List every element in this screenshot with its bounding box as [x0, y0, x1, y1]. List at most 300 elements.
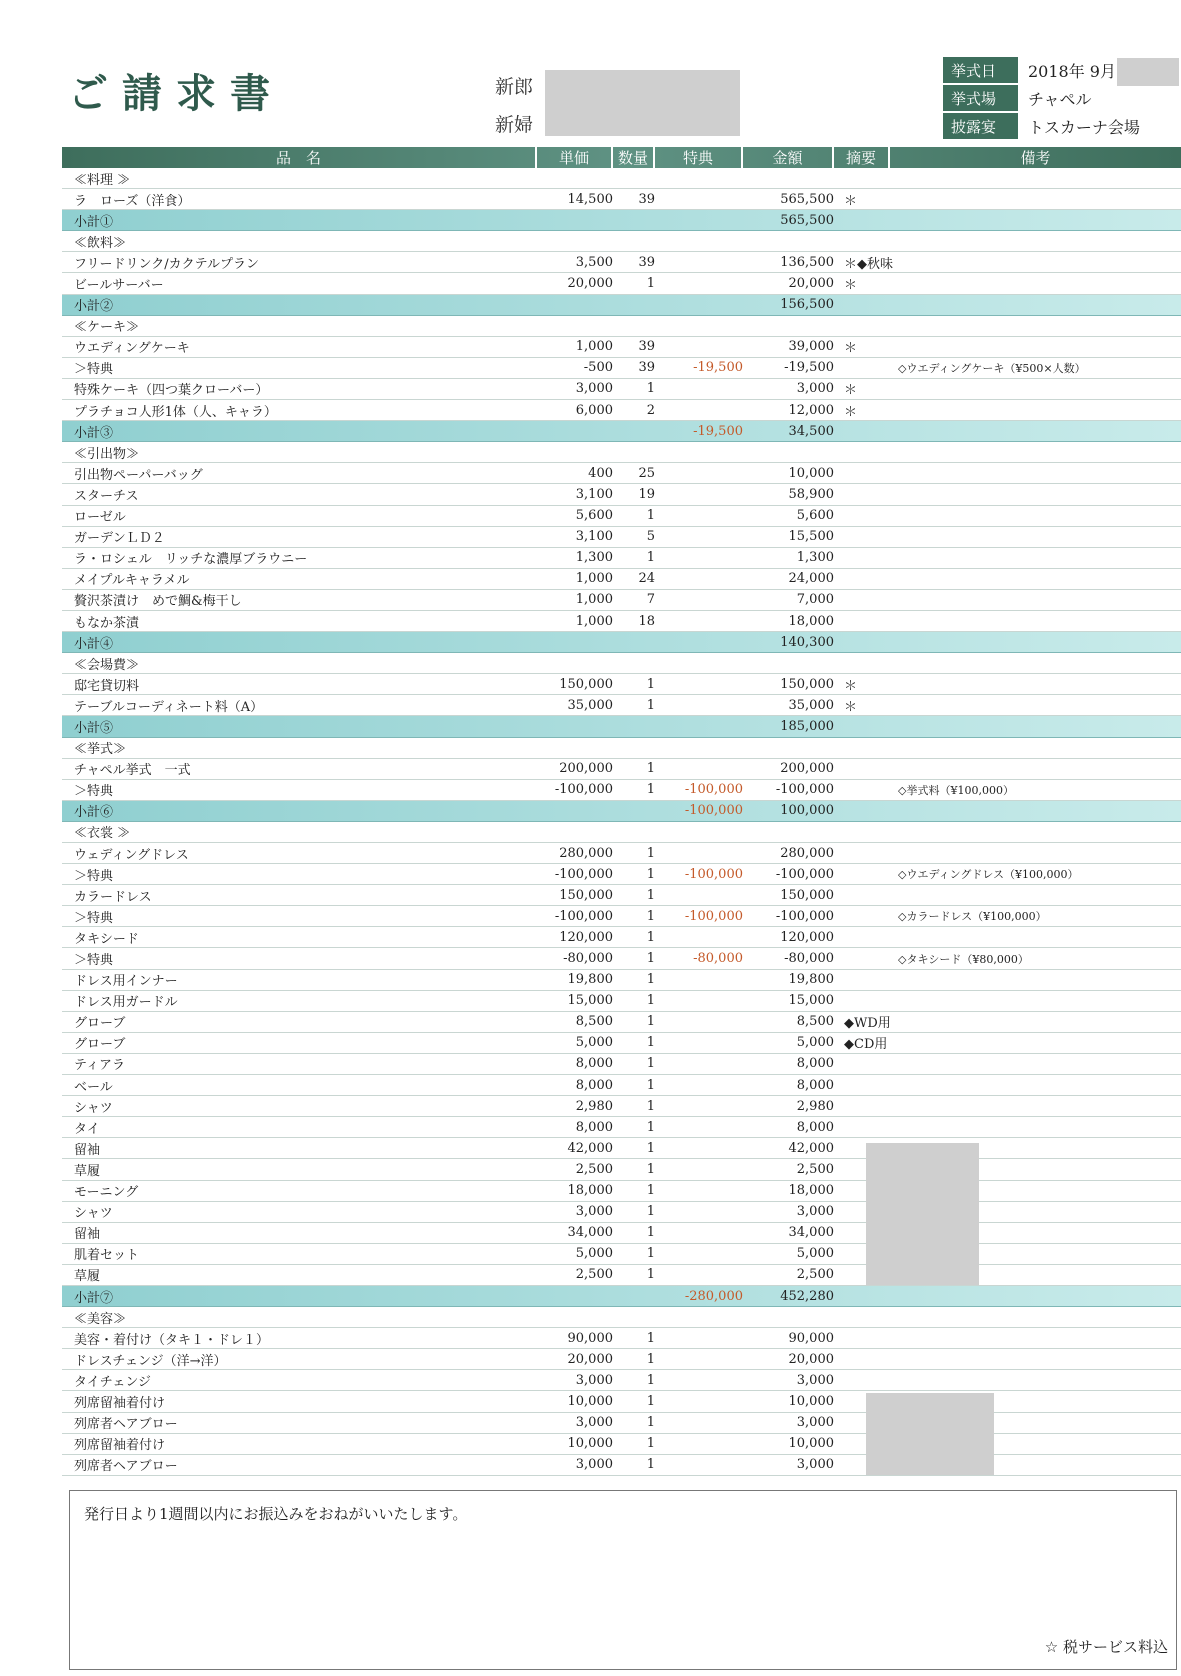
- cell-price: 8,000: [575, 1119, 613, 1135]
- cell-name: テーブルコーディネート料（A）: [74, 699, 264, 715]
- cell-price: 1,000: [575, 339, 613, 355]
- cell-amount: 280,000: [780, 845, 834, 861]
- cell-qty: 1: [646, 1014, 655, 1030]
- section-row: [62, 316, 1181, 337]
- cell-remark: ◇ウエディングドレス（¥100,000）: [898, 868, 1079, 882]
- cell-qty: 24: [638, 571, 655, 587]
- cell-amount: 100,000: [780, 803, 834, 819]
- cell-price: 280,000: [559, 845, 613, 861]
- cell-amount: 35,000: [788, 697, 834, 713]
- table-row: [62, 337, 1181, 358]
- cell-qty: 1: [646, 929, 655, 945]
- cell-amount: 5,000: [796, 1035, 834, 1051]
- cell-qty: 39: [638, 360, 655, 376]
- table-row: [62, 1096, 1181, 1117]
- cell-amount: 8,000: [796, 1077, 834, 1093]
- cell-amount: 24,000: [788, 571, 834, 587]
- table-row: [62, 527, 1181, 548]
- cell-name: 小計⑦: [74, 1290, 114, 1306]
- cell-bonus: -100,000: [684, 908, 743, 924]
- cell-bonus: -19,500: [693, 360, 743, 376]
- cell-name: ＞特典: [74, 784, 114, 800]
- cell-qty: 1: [646, 508, 655, 524]
- cell-price: 1,000: [575, 592, 613, 608]
- table-row: [62, 379, 1181, 400]
- table-row: [62, 484, 1181, 505]
- table-row: [62, 864, 1181, 885]
- cell-name: 列席者ヘアブロー: [74, 1417, 178, 1433]
- cell-amount: 3,000: [796, 1372, 834, 1388]
- cell-amount: 120,000: [780, 929, 834, 945]
- cell-name: スターチス: [74, 488, 139, 504]
- table-row: [62, 948, 1181, 969]
- redacted-names: [545, 70, 740, 136]
- cell-name: ≪衣裳 ≫: [74, 826, 131, 842]
- section-row: [62, 822, 1181, 843]
- cell-bonus: -100,000: [684, 782, 743, 798]
- cell-qty: 39: [638, 191, 655, 207]
- cell-mark: ＊◆秋味: [844, 256, 893, 272]
- cell-amount: 565,500: [780, 191, 834, 207]
- cell-amount: -100,000: [775, 866, 834, 882]
- cell-price: 90,000: [567, 1330, 613, 1346]
- cell-name: ＞特典: [74, 953, 114, 969]
- cell-name: 小計④: [74, 636, 114, 652]
- cell-mark: ＊: [844, 678, 858, 694]
- cell-remark: ◇ウエディングケーキ（¥500×人数）: [898, 361, 1086, 375]
- cell-name: ローゼル: [74, 510, 126, 526]
- cell-name: ウエディングケーキ: [74, 341, 190, 357]
- cell-price: 8,000: [575, 1056, 613, 1072]
- cell-price: 150,000: [559, 676, 613, 692]
- cell-name: ≪引出物≫: [74, 446, 140, 462]
- cell-bonus: -280,000: [684, 1288, 743, 1304]
- info-row-venue: [943, 84, 1178, 112]
- cell-qty: 1: [646, 1330, 655, 1346]
- cell-qty: 18: [638, 613, 655, 629]
- table-row: [62, 506, 1181, 527]
- cell-price: -500: [583, 360, 613, 376]
- cell-price: 200,000: [559, 761, 613, 777]
- cell-price: 15,000: [567, 993, 613, 1009]
- cell-price: 2,980: [575, 1098, 613, 1114]
- cell-mark: ＊: [844, 699, 858, 715]
- cell-price: 8,000: [575, 1077, 613, 1093]
- cell-price: 6,000: [575, 402, 613, 418]
- cell-name: 美容・着付け（タキ１・ドレ１）: [74, 1332, 270, 1348]
- table-row: [62, 906, 1181, 927]
- table-row: [62, 463, 1181, 484]
- cell-name: ドレスチェンジ（洋→洋）: [74, 1353, 227, 1369]
- table-row: [62, 1075, 1181, 1096]
- cell-name: ＞特典: [74, 910, 114, 926]
- header-name: 品 名: [62, 147, 537, 168]
- cell-price: 1,000: [575, 613, 613, 629]
- table-row: [62, 1413, 1181, 1434]
- cell-amount: 136,500: [780, 254, 834, 270]
- cell-price: -100,000: [554, 866, 613, 882]
- cell-name: ≪ケーキ≫: [74, 320, 140, 336]
- info-label: 挙式場: [943, 85, 1018, 111]
- table-row: [62, 1391, 1181, 1412]
- cell-name: ＞特典: [74, 868, 114, 884]
- cell-name: ラ ローズ（洋食）: [74, 193, 191, 209]
- cell-price: 1,000: [575, 571, 613, 587]
- section-row: [62, 442, 1181, 463]
- table-row: [62, 695, 1181, 716]
- cell-amount: 34,000: [788, 1225, 834, 1241]
- cell-name: 邸宅貸切料: [74, 678, 140, 694]
- table-row: [62, 1434, 1181, 1455]
- cell-price: 3,000: [575, 1372, 613, 1388]
- cell-name: グローブ: [74, 1016, 126, 1032]
- cell-price: 42,000: [567, 1140, 613, 1156]
- cell-amount: -80,000: [784, 951, 834, 967]
- cell-remark: ◇カラードレス（¥100,000）: [898, 910, 1047, 924]
- cell-name: 特殊ケーキ（四つ葉クローバー）: [74, 383, 269, 399]
- cell-name: 肌着セット: [74, 1248, 140, 1264]
- cell-price: 5,600: [575, 508, 613, 524]
- cell-name: 小計①: [74, 214, 114, 230]
- subtotal-row: [62, 716, 1181, 737]
- cell-price: -80,000: [563, 951, 613, 967]
- table-row: [62, 1033, 1181, 1054]
- cell-amount: 7,000: [796, 592, 834, 608]
- cell-name: 小計③: [74, 425, 114, 441]
- cell-qty: 1: [646, 1183, 655, 1199]
- cell-qty: 1: [646, 1225, 655, 1241]
- cell-amount: 150,000: [780, 676, 834, 692]
- cell-amount: 3,000: [796, 381, 834, 397]
- cell-name: 留袖: [74, 1227, 101, 1243]
- table-row: [62, 927, 1181, 948]
- cell-bonus: -19,500: [693, 423, 743, 439]
- cell-amount: 2,980: [796, 1098, 834, 1114]
- cell-amount: 90,000: [788, 1330, 834, 1346]
- table-row: [62, 1265, 1181, 1286]
- table-row: [62, 252, 1181, 273]
- cell-name: ≪料理 ≫: [74, 172, 131, 188]
- cell-name: カラードレス: [74, 889, 152, 905]
- cell-price: 5,000: [575, 1035, 613, 1051]
- table-row: [62, 759, 1181, 780]
- cell-qty: 1: [646, 1119, 655, 1135]
- info-label: 披露宴: [943, 113, 1018, 139]
- cell-name: 草履: [74, 1163, 101, 1179]
- cell-name: 列席留袖着付け: [74, 1395, 166, 1411]
- cell-qty: 1: [646, 866, 655, 882]
- header-mark: 摘要: [834, 147, 890, 168]
- cell-amount: 3,000: [796, 1457, 834, 1473]
- cell-price: 3,000: [575, 381, 613, 397]
- table-row: [62, 1349, 1181, 1370]
- table-row: [62, 1455, 1181, 1476]
- cell-amount: -100,000: [775, 782, 834, 798]
- cell-price: 10,000: [567, 1436, 613, 1452]
- cell-name: ≪美容≫: [74, 1311, 127, 1327]
- cell-qty: 1: [646, 1436, 655, 1452]
- cell-amount: 20,000: [788, 1351, 834, 1367]
- cell-name: メイプルキャラメル: [74, 573, 190, 589]
- cell-amount: 42,000: [788, 1140, 834, 1156]
- section-row: [62, 738, 1181, 759]
- cell-name: 草履: [74, 1269, 101, 1285]
- cell-amount: -19,500: [784, 360, 834, 376]
- subtotal-row: [62, 632, 1181, 653]
- cell-mark: ＊: [844, 278, 858, 294]
- cell-amount: 18,000: [788, 613, 834, 629]
- table-row: [62, 970, 1181, 991]
- table-row: [62, 1328, 1181, 1349]
- header-remark: 備考: [1020, 149, 1051, 167]
- cell-qty: 1: [646, 1246, 655, 1262]
- cell-amount: 565,500: [780, 212, 834, 228]
- cell-name: タイチェンジ: [74, 1374, 152, 1390]
- cell-name: シャツ: [74, 1206, 113, 1222]
- cell-amount: 185,000: [780, 718, 834, 734]
- cell-name: シャツ: [74, 1100, 113, 1116]
- cell-name: ＞特典: [74, 362, 114, 378]
- table-row: [62, 273, 1181, 294]
- subtotal-row: [62, 421, 1181, 442]
- cell-price: 3,100: [575, 486, 613, 502]
- cell-name: フリードリンク/カクテルプラン: [74, 256, 259, 272]
- cell-price: 8,500: [575, 1014, 613, 1030]
- table-row: [62, 1117, 1181, 1138]
- cell-bonus: -100,000: [684, 803, 743, 819]
- cell-qty: 1: [646, 782, 655, 798]
- cell-name: ≪会場費≫: [74, 657, 140, 673]
- cell-amount: 2,500: [796, 1267, 834, 1283]
- cell-amount: 3,000: [796, 1415, 834, 1431]
- payment-note: 発行日より1週間以内にお振込みをおねがいいたします。: [84, 1505, 468, 1523]
- cell-name: ドレス用インナー: [74, 974, 178, 990]
- redacted-remarks: [866, 1393, 994, 1475]
- cell-qty: 1: [646, 845, 655, 861]
- cell-qty: 1: [646, 887, 655, 903]
- table-row: [62, 569, 1181, 590]
- cell-amount: 58,900: [788, 486, 834, 502]
- subtotal-row: [62, 801, 1181, 822]
- cell-name: 贅沢茶漬け めで鯛&梅干し: [74, 594, 242, 610]
- cell-name: 引出物ペーパーバッグ: [74, 467, 203, 483]
- info-label: 挙式日: [943, 57, 1018, 83]
- cell-qty: 1: [646, 1267, 655, 1283]
- section-row: [62, 231, 1181, 252]
- info-row-reception: [943, 112, 1178, 140]
- cell-amount: 8,500: [796, 1014, 834, 1030]
- cell-mark: ◆CD用: [844, 1037, 888, 1053]
- document-title: ご請求書: [68, 71, 284, 117]
- cell-amount: 3,000: [796, 1204, 834, 1220]
- cell-amount: 150,000: [780, 887, 834, 903]
- cell-amount: 5,000: [796, 1246, 834, 1262]
- table-row: [62, 780, 1181, 801]
- cell-qty: 2: [646, 402, 655, 418]
- cell-qty: 1: [646, 381, 655, 397]
- cell-qty: 1: [646, 1140, 655, 1156]
- cell-mark: ◆WD用: [844, 1016, 891, 1032]
- cell-name: ≪挙式≫: [74, 742, 127, 758]
- cell-qty: 1: [646, 1415, 655, 1431]
- table-row: [62, 1138, 1181, 1159]
- table-row: [62, 991, 1181, 1012]
- header-qty: 数量: [613, 147, 655, 168]
- cell-bonus: -80,000: [693, 951, 743, 967]
- cell-qty: 1: [646, 951, 655, 967]
- footer-box: [69, 1490, 1177, 1670]
- table-row: [62, 1370, 1181, 1391]
- cell-amount: 156,500: [780, 297, 834, 313]
- cell-amount: 19,800: [788, 972, 834, 988]
- subtotal-row: [62, 1286, 1181, 1307]
- cell-amount: 452,280: [780, 1288, 834, 1304]
- cell-qty: 1: [646, 1056, 655, 1072]
- cell-price: 3,000: [575, 1457, 613, 1473]
- cell-qty: 1: [646, 1372, 655, 1388]
- cell-price: 120,000: [559, 929, 613, 945]
- cell-qty: 1: [646, 1161, 655, 1177]
- tax-note: ☆ 税サービス料込: [1044, 1638, 1168, 1656]
- table-row: [62, 1012, 1181, 1033]
- cell-price: 19,800: [567, 972, 613, 988]
- table-row: [62, 1159, 1181, 1180]
- cell-price: 3,500: [575, 254, 613, 270]
- cell-price: 18,000: [567, 1183, 613, 1199]
- cell-price: 3,100: [575, 529, 613, 545]
- header-amount: 金額: [743, 147, 834, 168]
- cell-amount: 18,000: [788, 1183, 834, 1199]
- cell-price: -100,000: [554, 782, 613, 798]
- cell-qty: 5: [646, 529, 655, 545]
- cell-qty: 1: [646, 993, 655, 1009]
- cell-amount: 34,500: [788, 423, 834, 439]
- cell-qty: 1: [646, 761, 655, 777]
- cell-price: 34,000: [567, 1225, 613, 1241]
- cell-qty: 25: [638, 465, 655, 481]
- cell-name: プラチョコ人形1体（人、キャラ）: [74, 404, 277, 420]
- cell-price: -100,000: [554, 908, 613, 924]
- table-row: [62, 548, 1181, 569]
- cell-price: 20,000: [567, 276, 613, 292]
- cell-remark: ◇挙式料（¥100,000）: [898, 783, 1014, 797]
- subtotal-row: [62, 295, 1181, 316]
- subtotal-row: [62, 210, 1181, 231]
- table-body: [62, 168, 1181, 1476]
- cell-amount: 5,600: [796, 508, 834, 524]
- cell-qty: 1: [646, 908, 655, 924]
- table-row: [62, 1202, 1181, 1223]
- cell-qty: 1: [646, 1098, 655, 1114]
- cell-qty: 1: [646, 276, 655, 292]
- info-value: チャペル: [1028, 89, 1092, 109]
- cell-price: 3,000: [575, 1204, 613, 1220]
- section-row: [62, 653, 1181, 674]
- cell-name: 小計②: [74, 299, 114, 315]
- cell-mark: ＊: [844, 383, 858, 399]
- table-row: [62, 1223, 1181, 1244]
- cell-qty: 1: [646, 1077, 655, 1093]
- cell-mark: ＊: [844, 341, 858, 357]
- cell-price: 5,000: [575, 1246, 613, 1262]
- info-value: トスカーナ会場: [1028, 117, 1140, 137]
- cell-amount: 10,000: [788, 1436, 834, 1452]
- cell-amount: 2,500: [796, 1161, 834, 1177]
- cell-amount: -100,000: [775, 908, 834, 924]
- cell-name: タキシード: [74, 931, 139, 947]
- cell-amount: 8,000: [796, 1119, 834, 1135]
- cell-name: タイ: [74, 1121, 100, 1137]
- cell-qty: 1: [646, 1393, 655, 1409]
- cell-name: グローブ: [74, 1037, 126, 1053]
- cell-name: 列席者ヘアブロー: [74, 1459, 178, 1475]
- cell-amount: 15,000: [788, 993, 834, 1009]
- cell-name: もなか茶漬: [74, 615, 140, 631]
- cell-amount: 200,000: [780, 761, 834, 777]
- table-row: [62, 400, 1181, 421]
- groom-label: 新郎: [495, 76, 534, 98]
- cell-name: 列席留袖着付け: [74, 1438, 166, 1454]
- header-bonus: 特典: [655, 147, 743, 168]
- cell-price: 10,000: [567, 1393, 613, 1409]
- cell-bonus: -100,000: [684, 866, 743, 882]
- cell-name: チャペル挙式 一式: [74, 763, 191, 779]
- cell-name: 留袖: [74, 1142, 101, 1158]
- invoice-table: [62, 147, 1181, 1476]
- cell-qty: 1: [646, 1351, 655, 1367]
- table-row: [62, 358, 1181, 379]
- cell-amount: 10,000: [788, 1393, 834, 1409]
- header-price: 単価: [537, 147, 613, 168]
- cell-amount: 10,000: [788, 465, 834, 481]
- cell-amount: 12,000: [788, 402, 834, 418]
- cell-qty: 1: [646, 1204, 655, 1220]
- cell-name: 小計⑤: [74, 720, 114, 736]
- cell-amount: 8,000: [796, 1056, 834, 1072]
- cell-amount: 1,300: [796, 550, 834, 566]
- cell-qty: 19: [638, 486, 655, 502]
- cell-qty: 39: [638, 254, 655, 270]
- cell-name: ≪飲料≫: [74, 235, 127, 251]
- cell-name: ウェディングドレス: [74, 847, 189, 863]
- table-row: [62, 1181, 1181, 1202]
- cell-qty: 7: [646, 592, 655, 608]
- cell-mark: ＊: [844, 193, 858, 209]
- table-row: [62, 590, 1181, 611]
- cell-amount: 39,000: [788, 339, 834, 355]
- cell-remark: ◇タキシード（¥80,000）: [898, 952, 1029, 966]
- cell-mark: ＊: [844, 404, 858, 420]
- table-row: [62, 674, 1181, 695]
- cell-price: 20,000: [567, 1351, 613, 1367]
- cell-price: 14,500: [567, 191, 613, 207]
- cell-price: 150,000: [559, 887, 613, 903]
- cell-amount: 140,300: [780, 634, 834, 650]
- bride-label: 新婦: [495, 114, 534, 136]
- cell-name: ドレス用ガードル: [74, 995, 178, 1011]
- table-header: [62, 147, 1181, 168]
- cell-name: ガーデンＬＤ２: [74, 531, 165, 547]
- cell-qty: 1: [646, 676, 655, 692]
- cell-price: 400: [588, 465, 613, 481]
- table-row: [62, 1244, 1181, 1265]
- section-row: [62, 1307, 1181, 1328]
- table-row: [62, 885, 1181, 906]
- cell-qty: 1: [646, 972, 655, 988]
- cell-qty: 1: [646, 1035, 655, 1051]
- cell-name: 小計⑥: [74, 805, 114, 821]
- cell-price: 2,500: [575, 1161, 613, 1177]
